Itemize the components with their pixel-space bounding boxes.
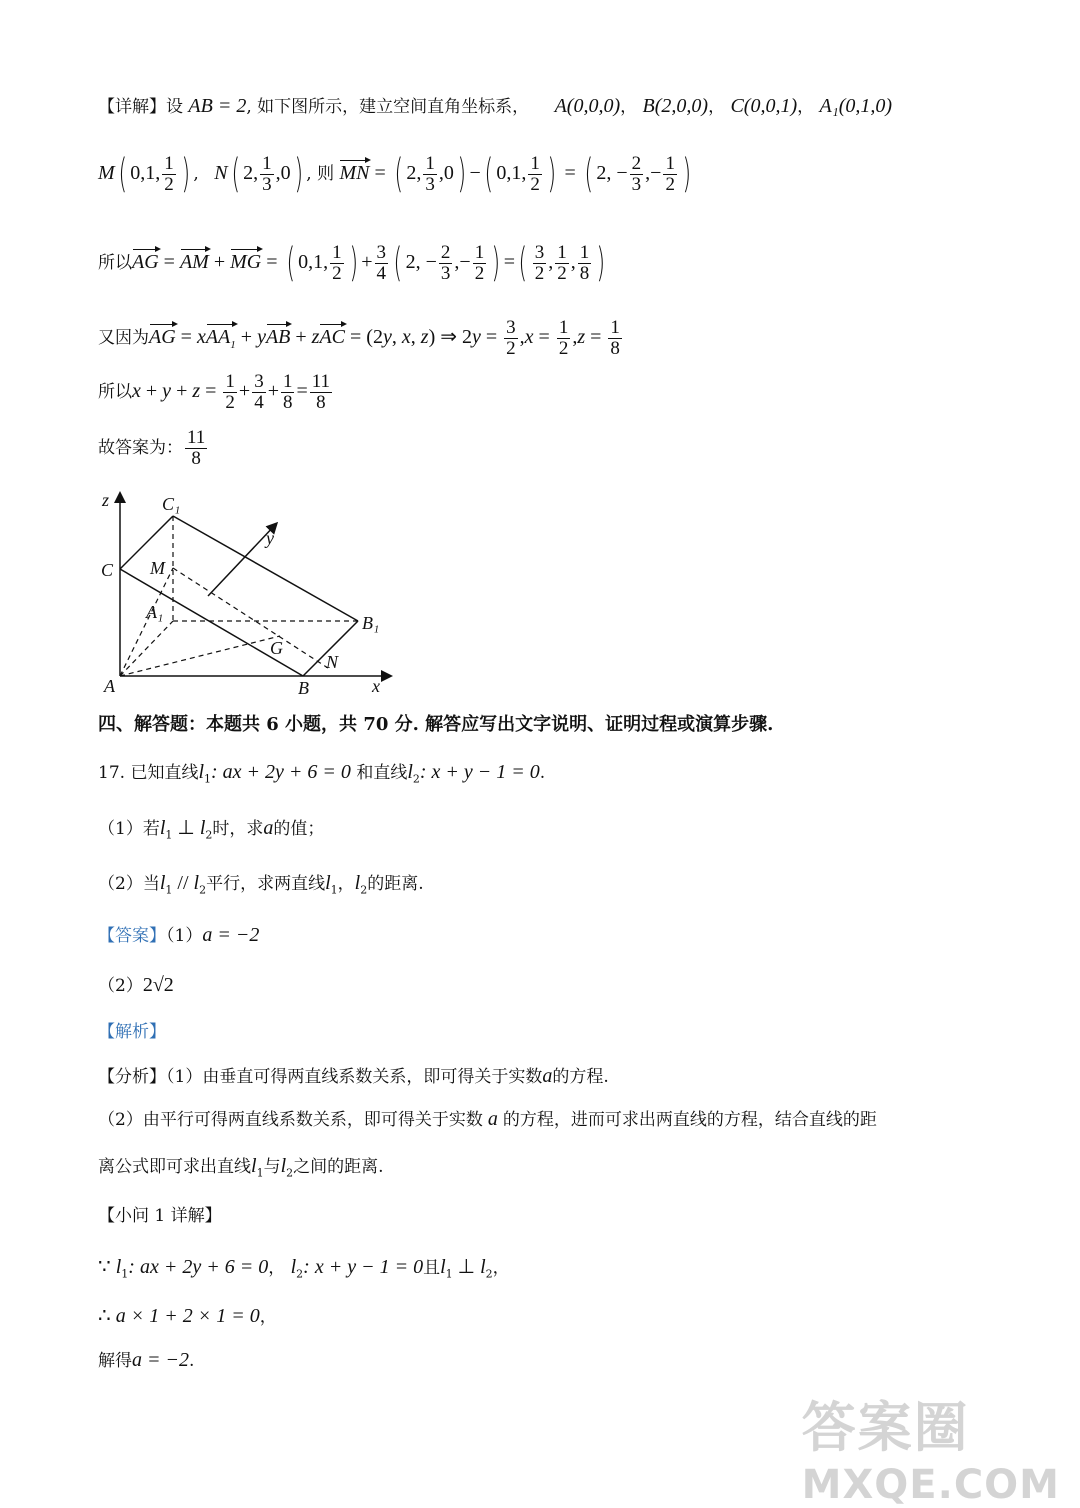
label-c: C	[101, 560, 114, 580]
section-title: 四、解答题：本题共 6 小题，共 70 分. 解答应写出文字说明、证明过程或演算步骤.	[98, 714, 774, 735]
detail-1-tag: 【小问 1 详解】	[98, 1206, 222, 1226]
answer-2: 2√2	[142, 974, 174, 996]
step-2: ∴ a × 1 + 2 × 1 = 0，	[98, 1305, 277, 1327]
answer-1: a = −2	[202, 924, 260, 946]
point-b: B(2,0,0)	[642, 95, 709, 117]
watermark: 答案圈 MXQE.COM	[801, 1396, 1060, 1508]
l2-equation: : x + y − 1 = 0	[419, 761, 540, 783]
label-y: y	[266, 528, 274, 548]
setup-text: 设	[166, 97, 183, 117]
detail-tag: 【详解】	[98, 97, 166, 117]
answer-line-2: （2）2√2	[98, 974, 174, 996]
label-g: G	[270, 638, 283, 658]
answer-line-1: 【答案】（1）a = −2	[98, 924, 260, 946]
final-answer-line: 故答案为： $\frac{11}{8}$	[98, 427, 206, 469]
l1-equation: : ax + 2y + 6 = 0	[211, 761, 351, 783]
point-c: C(0,0,1)	[730, 95, 798, 117]
setup-equation: AB = 2	[188, 95, 247, 117]
part-2-question: （2）当$l_1 // l_2$平行，求两直线$l_1$，$l_2$的距离.	[98, 872, 424, 897]
fenxi-line-1: 【分析】（1）由垂直可得两直线系数关系，即可得关于实数a的方程.	[98, 1065, 609, 1087]
label-m: M	[150, 558, 165, 578]
answer-label: 故答案为：	[98, 437, 183, 458]
part-1-question: （1）若$l_1$ ⊥ $l_2$时，求a的值；	[98, 817, 325, 842]
vector-ag-line: 所以AG = AM + MG = ( 0,1, $\frac{1}{2}$ ) + $\frac{3}{4}$ ( 2, − $\frac{2}{3}$ ,− $\frac{1}{2}$ ) =( $\frac{3}{2}$ , $\frac{1}{2}$ , $\frac{1}{8}$ )	[98, 240, 606, 287]
stem-mid: 和直线	[356, 763, 408, 783]
fenxi-tag: 【分析】	[98, 1067, 166, 1087]
point-a1: A₁(0,1,0)	[819, 95, 893, 117]
step-3: 解得a = −2.	[98, 1349, 195, 1371]
so-label: 所以	[98, 252, 132, 273]
analysis-tag: 【解析】	[98, 1022, 166, 1042]
then-text: 则	[317, 163, 335, 184]
label-a: A	[104, 676, 115, 696]
setup-text-2: , 如下图所示，建立空间直角坐标系，	[246, 97, 530, 117]
coordinate-figure	[98, 486, 398, 701]
problem-number: 17.	[98, 763, 126, 783]
problem-17-stem: 17. 已知直线$l_1$: ax + 2y + 6 = 0 和直线$l_2$: x + y − 1 = 0.	[98, 761, 546, 786]
stem-prefix: 已知直线	[130, 763, 199, 783]
label-a1: A₁	[146, 602, 164, 622]
step-1: ∵ $l_1$: ax + 2y + 6 = 0， $l_2$: x + y − 1 = 0且$l_1$ ⊥ $l_2$，	[98, 1256, 510, 1281]
label-b: B	[298, 678, 309, 698]
sum-line: 所以x + y + z = $\frac{1}{2}$ + $\frac{3}{4}$ + $\frac{1}{8}$ = $\frac{11}{8}$	[98, 371, 331, 413]
because-line: 又因为AG = xAA$_1$ + yAB + zAC = (2y, x, z) ⇒ 2y = $\frac{3}{2}$ ,x = $\frac{1}{2}$ ,z = $\frac{1}{8}$	[98, 317, 620, 359]
label-c1: C₁	[162, 494, 181, 514]
label-z: z	[102, 490, 110, 510]
fenxi-line-2: （2）由平行可得两直线系数关系，即可得关于实数 a 的方程，进而可求出两直线的方程，结合直线的距	[98, 1108, 877, 1130]
point-a: A(0,0,0)	[554, 95, 621, 117]
vector-mn-line: M( 0,1, $\frac{1}{2}$ ) , N( 2, $\frac{1}{3}$ ,0) , 则 MN = ( 2, $\frac{1}{3}$ ,0) −( 0,1, $\frac{1}{2}$ ) = ( 2, − $\frac{2}{3}$ ,− $\frac{1}{2}$ )	[98, 151, 692, 198]
answer-tag: 【答案】	[98, 926, 166, 946]
because-label: 又因为	[98, 327, 149, 348]
label-x: x	[372, 676, 380, 696]
fenxi-line-3: 离公式即可求出直线$l_1$与$l_2$之间的距离.	[98, 1155, 384, 1180]
label-n: N	[326, 652, 339, 672]
solution-setup-line: 【详解】设 AB = 2, 如下图所示，建立空间直角坐标系， A(0,0,0)， B(2,0,0)， C(0,0,1)， A₁(0,1,0)	[98, 95, 893, 117]
label-b1: B₁	[362, 613, 380, 633]
